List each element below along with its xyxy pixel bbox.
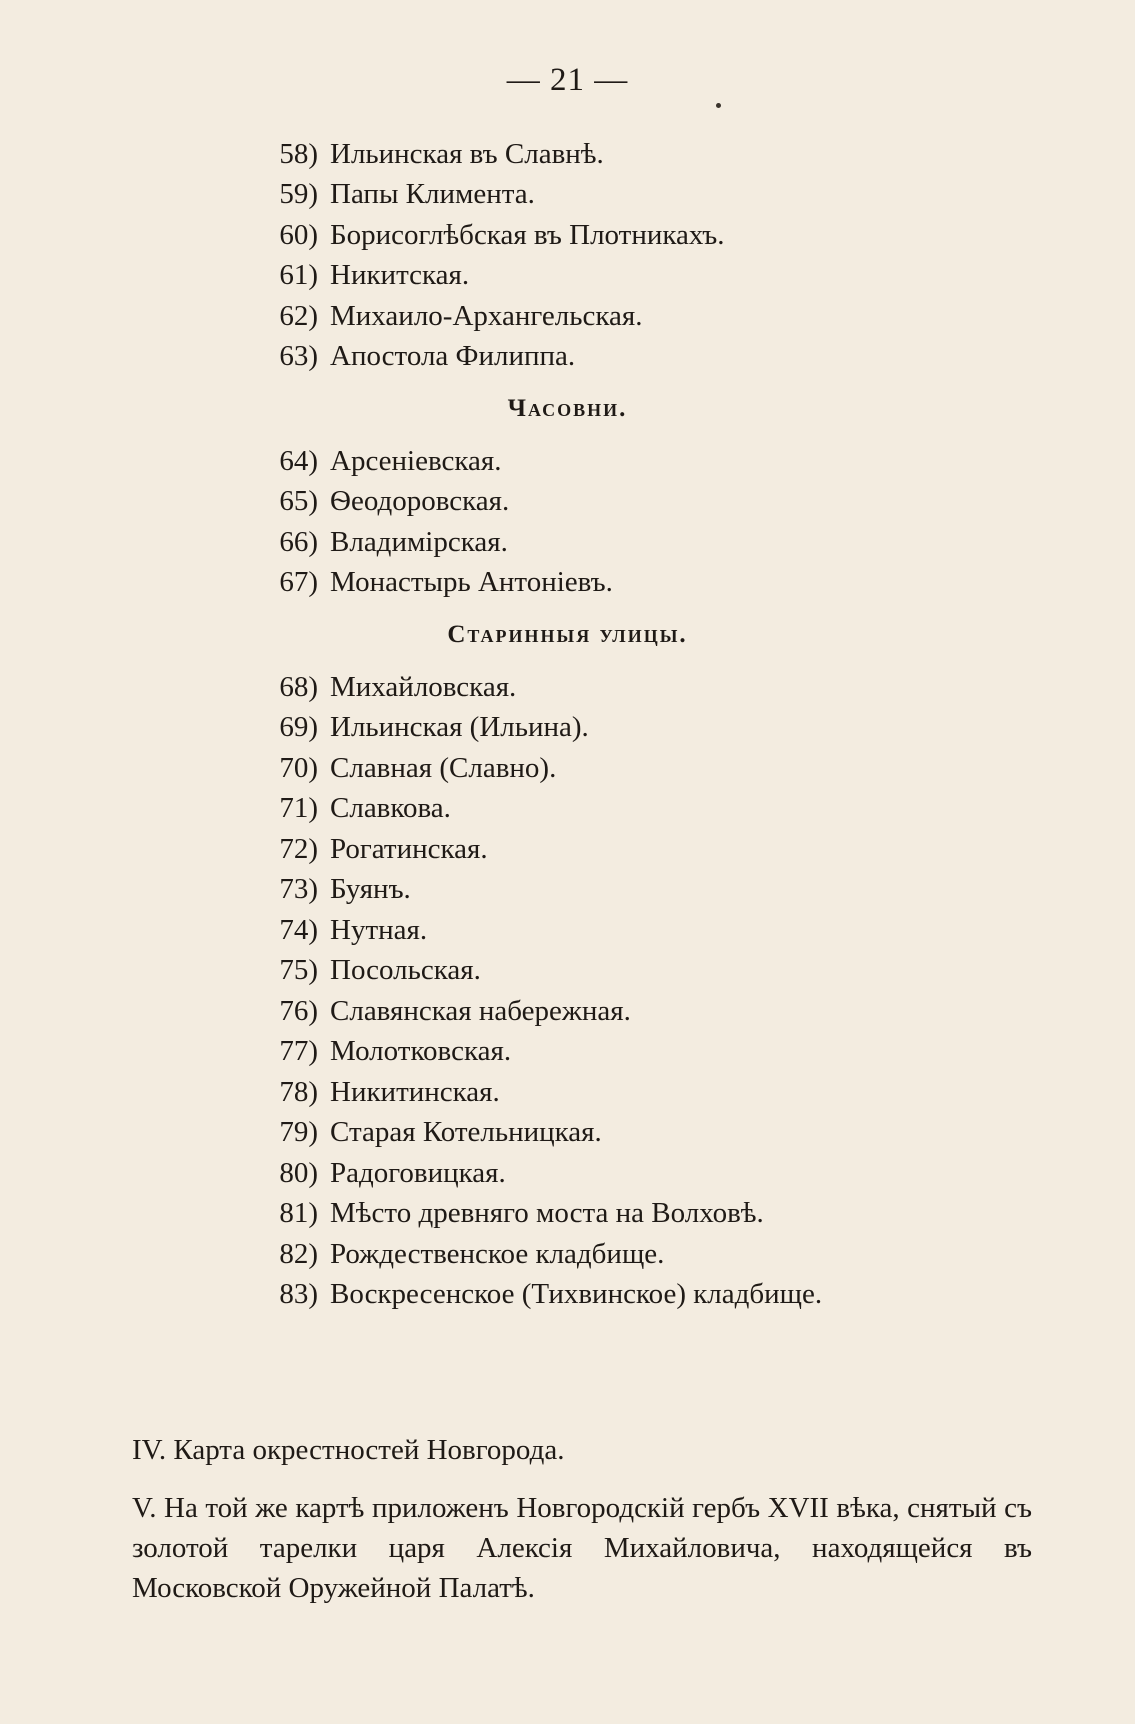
item-name: Ѳеодоровская.: [330, 485, 510, 518]
item-number: 81): [279, 1197, 318, 1230]
item-number: 66): [279, 525, 318, 558]
list-item: [250, 910, 1070, 951]
list-item: [250, 667, 1070, 708]
section-heading-chapels: Часовни.: [507, 395, 628, 422]
item-number: 73): [279, 873, 318, 906]
list-item: [250, 951, 1070, 992]
item-name: Буянъ.: [330, 873, 411, 906]
item-name: Радоговицкая.: [330, 1156, 506, 1189]
list-item: [250, 134, 1070, 175]
list-item: [250, 482, 1070, 523]
list-item: [250, 1234, 1070, 1275]
item-name: Монастырь Антоніевъ.: [330, 566, 613, 599]
item-name: Владимірская.: [330, 525, 508, 558]
churches-group: [250, 134, 1070, 377]
item-name: Славкова.: [330, 792, 451, 825]
item-number: 63): [279, 340, 318, 373]
item-name: Посольская.: [330, 954, 481, 987]
paragraph-iv: IV. Карта окрестностей Новгорода.: [132, 1434, 565, 1466]
list-item: [250, 789, 1070, 830]
chapels-group: [250, 441, 1070, 603]
item-name: Апостола Филиппа.: [330, 340, 576, 373]
list-item: [250, 708, 1070, 749]
item-number: 64): [279, 444, 318, 477]
list-item: [250, 1153, 1070, 1194]
item-number: 72): [279, 832, 318, 865]
list-item: [250, 991, 1070, 1032]
list-item: [250, 215, 1070, 256]
item-number: 74): [279, 913, 318, 946]
list-item: [250, 1194, 1070, 1235]
list-item: [250, 1275, 1070, 1316]
list-item: [250, 1032, 1070, 1073]
item-number: 80): [279, 1156, 318, 1189]
entries-list: [250, 134, 1070, 1315]
item-name: Рогатинская.: [330, 832, 488, 865]
item-name: Михайловская.: [330, 670, 517, 703]
item-name: Мѣсто древняго моста на Волховѣ.: [330, 1197, 764, 1230]
item-name: Ильинская въ Славнѣ.: [330, 137, 604, 170]
item-name: Арсеніевская.: [330, 444, 502, 477]
list-item: [250, 1072, 1070, 1113]
list-item: [250, 296, 1070, 337]
list-item: [250, 563, 1070, 604]
item-name: Папы Климента.: [330, 178, 535, 211]
page-number: — 21 —: [506, 62, 629, 98]
item-number: 60): [279, 218, 318, 251]
item-number: 71): [279, 792, 318, 825]
item-name: Славная (Славно).: [330, 751, 557, 784]
print-speck: [716, 103, 721, 108]
item-number: 65): [279, 485, 318, 518]
item-name: Рождественское кладбище.: [330, 1237, 665, 1270]
item-name: Михаило-Архангельская.: [330, 299, 643, 332]
item-number: 67): [279, 566, 318, 599]
list-item: [250, 870, 1070, 911]
item-name: Нутная.: [330, 913, 428, 946]
item-name: Борисоглѣбская въ Плотникахъ.: [330, 218, 725, 251]
item-number: 59): [279, 178, 318, 211]
item-number: 68): [279, 670, 318, 703]
item-name: Никитская.: [330, 259, 470, 292]
list-item: [250, 748, 1070, 789]
item-number: 70): [279, 751, 318, 784]
item-number: 82): [279, 1237, 318, 1270]
paragraph-v: V. На той же картѣ приложенъ Новгородскій гербъ XVII вѣка, снятый съ золотой тарелки царя Алексія Михайловича, находящейся въ Московской Оружейной Палатѣ.: [132, 1492, 1032, 1604]
item-name: Ильинская (Ильина).: [330, 711, 589, 744]
list-item: [250, 337, 1070, 378]
list-item: [250, 256, 1070, 297]
list-item: [250, 441, 1070, 482]
list-item: [250, 522, 1070, 563]
item-number: 69): [279, 711, 318, 744]
item-name: Молотковская.: [330, 1035, 512, 1068]
item-number: 78): [279, 1075, 318, 1108]
item-name: Никитинская.: [330, 1075, 500, 1108]
item-number: 75): [279, 954, 318, 987]
item-name: Старая Котельницкая.: [330, 1116, 602, 1149]
item-number: 62): [279, 299, 318, 332]
item-number: 58): [279, 137, 318, 170]
item-number: 61): [279, 259, 318, 292]
item-number: 79): [279, 1116, 318, 1149]
list-item: [250, 1113, 1070, 1154]
item-name: Воскресенское (Тихвинское) кладбище.: [330, 1278, 823, 1311]
streets-group: [250, 667, 1070, 1315]
list-item: [250, 829, 1070, 870]
list-item: [250, 175, 1070, 216]
item-number: 83): [279, 1278, 318, 1311]
section-heading-streets: Старинныя улицы.: [447, 621, 688, 648]
item-number: 76): [279, 994, 318, 1027]
item-number: 77): [279, 1035, 318, 1068]
item-name: Славянская набережная.: [330, 994, 631, 1027]
